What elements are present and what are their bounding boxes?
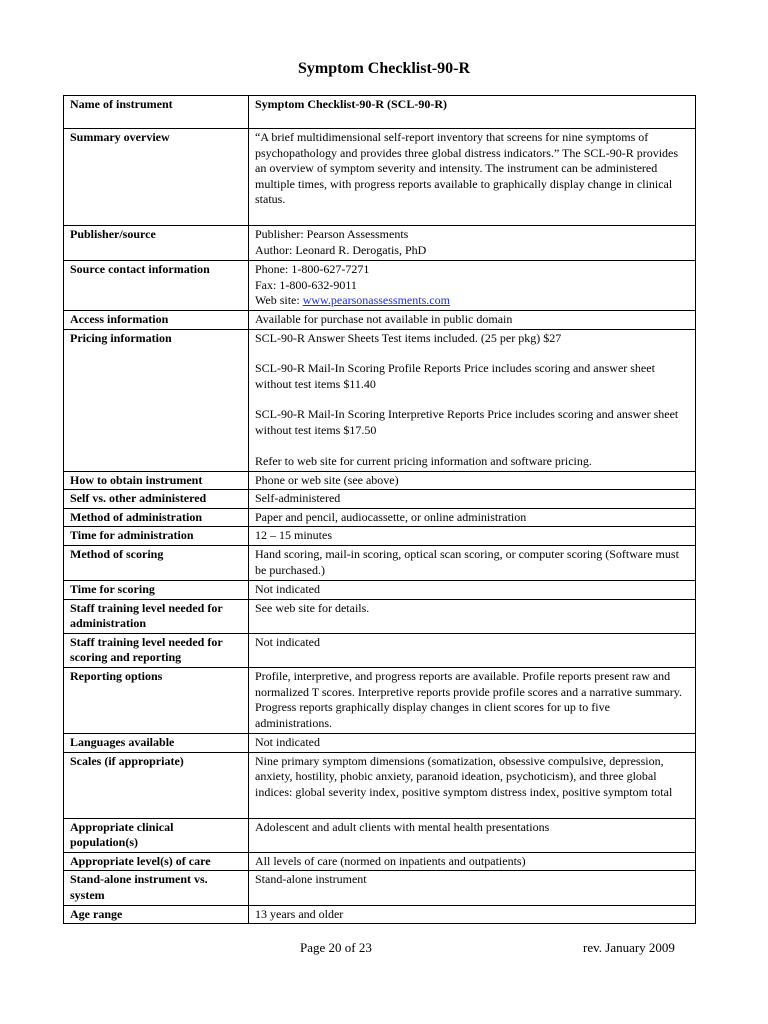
table-row <box>64 527 696 546</box>
time-admin-value: 12 – 15 minutes <box>249 527 696 546</box>
table-row <box>64 871 696 905</box>
table-row <box>64 580 696 599</box>
languages-value: Not indicated <box>249 733 696 752</box>
age-value: 13 years and older <box>249 905 696 924</box>
table-row <box>64 818 696 852</box>
publisher-line: Publisher: Pearson Assessments <box>255 227 409 241</box>
standalone-value: Stand-alone instrument <box>249 871 696 905</box>
contact-value <box>249 261 696 311</box>
website-line <box>255 293 689 309</box>
website-prefix: Web site: <box>255 293 303 308</box>
care-value: All levels of care (normed on inpatients and outpatients) <box>249 852 696 871</box>
row-label: Age range <box>64 905 249 924</box>
table-row <box>64 508 696 527</box>
row-label: Staff training level needed for scoring and reporting <box>64 633 249 667</box>
row-label: Method of scoring <box>64 545 249 580</box>
row-label: Summary overview <box>64 129 249 226</box>
table-row <box>64 905 696 924</box>
table-row <box>64 733 696 752</box>
table-row <box>64 226 696 261</box>
row-label: Self vs. other administered <box>64 490 249 509</box>
publisher-value <box>249 226 696 261</box>
table-row <box>64 545 696 580</box>
row-label: How to obtain instrument <box>64 471 249 490</box>
row-label: Name of instrument <box>64 96 249 129</box>
reporting-value: Profile, interpretive, and progress reports are available. Profile reports present raw and normalized T scores. Interpretive reports provide profile scores and a narrative summary. Progress reports graphically display changes in client scores for up to five administrations. <box>249 667 696 733</box>
pricing-interpretive-reports: SCL-90-R Mail-In Scoring Interpretive Reports Price includes scoring and answer sheet without test items $17.50 <box>255 407 679 437</box>
table-row <box>64 852 696 871</box>
table-row <box>64 752 696 818</box>
table-row <box>64 311 696 330</box>
instrument-name-value: Symptom Checklist-90-R (SCL-90-R) <box>249 96 696 129</box>
staff-scoring-value: Not indicated <box>249 633 696 667</box>
method-admin-value: Paper and pencil, audiocassette, or online administration <box>249 508 696 527</box>
row-label: Stand-alone instrument vs. system <box>64 871 249 905</box>
row-label: Pricing information <box>64 329 249 471</box>
obtain-value: Phone or web site (see above) <box>249 471 696 490</box>
row-label: Time for scoring <box>64 580 249 599</box>
row-label: Source contact information <box>64 261 249 311</box>
phone-line: Phone: 1-800-627-7271 <box>255 262 370 276</box>
table-row <box>64 490 696 509</box>
population-value: Adolescent and adult clients with mental health presentations <box>249 818 696 852</box>
pricing-note: Refer to web site for current pricing information and software pricing. <box>255 453 592 468</box>
row-label: Access information <box>64 311 249 330</box>
revision-date: rev. January 2009 <box>583 940 675 955</box>
summary-value: “A brief multidimensional self-report inventory that screens for nine symptoms of psychopathology and provides three global distress indicators.” The SCL-90-R provides an overview of symptom severity and intensity. The instrument can be administered multiple times, with progress reports available to graphically display change in clinical status. <box>249 129 696 226</box>
page-title: Symptom Checklist-90-R <box>298 60 470 77</box>
time-scoring-value: Not indicated <box>249 580 696 599</box>
row-label: Appropriate clinical population(s) <box>64 818 249 852</box>
table-row <box>64 261 696 311</box>
row-label: Scales (if appropriate) <box>64 752 249 818</box>
scales-value: Nine primary symptom dimensions (somatization, obsessive compulsive, depression, anxiety, hostility, phobic anxiety, paranoid ideation, psychoticism), and three global indices: global severity index, positive symptom distress index, positive symptom total <box>249 752 696 818</box>
row-label: Publisher/source <box>64 226 249 261</box>
table-row <box>64 599 696 633</box>
pricing-answer-sheets: SCL-90-R Answer Sheets Test items included. (25 per pkg) $27 <box>255 330 562 345</box>
table-row <box>64 96 696 129</box>
table-row <box>64 667 696 733</box>
table-row <box>64 633 696 667</box>
row-label: Reporting options <box>64 667 249 733</box>
website-link[interactable]: www.pearsonassessments.com <box>302 293 450 308</box>
row-label: Time for administration <box>64 527 249 546</box>
row-label: Appropriate level(s) of care <box>64 852 249 871</box>
page-number: Page 20 of 23 <box>300 940 372 955</box>
pricing-value <box>249 329 696 471</box>
method-scoring-value: Hand scoring, mail-in scoring, optical scan scoring, or computer scoring (Software must be purchased.) <box>249 545 696 580</box>
fax-line: Fax: 1-800-632-9011 <box>255 277 357 292</box>
self-value: Self-administered <box>249 490 696 509</box>
table-row <box>64 471 696 490</box>
author-line: Author: Leonard R. Derogatis, PhD <box>255 242 427 257</box>
table-row <box>64 129 696 226</box>
instrument-table <box>63 95 696 924</box>
access-value: Available for purchase not available in public domain <box>249 311 696 330</box>
row-label: Method of administration <box>64 508 249 527</box>
row-label: Languages available <box>64 733 249 752</box>
row-label: Staff training level needed for administration <box>64 599 249 633</box>
staff-admin-value: See web site for details. <box>249 599 696 633</box>
pricing-profile-reports: SCL-90-R Mail-In Scoring Profile Reports Price includes scoring and answer sheet without test items $11.40 <box>255 361 655 391</box>
table-row <box>64 329 696 471</box>
